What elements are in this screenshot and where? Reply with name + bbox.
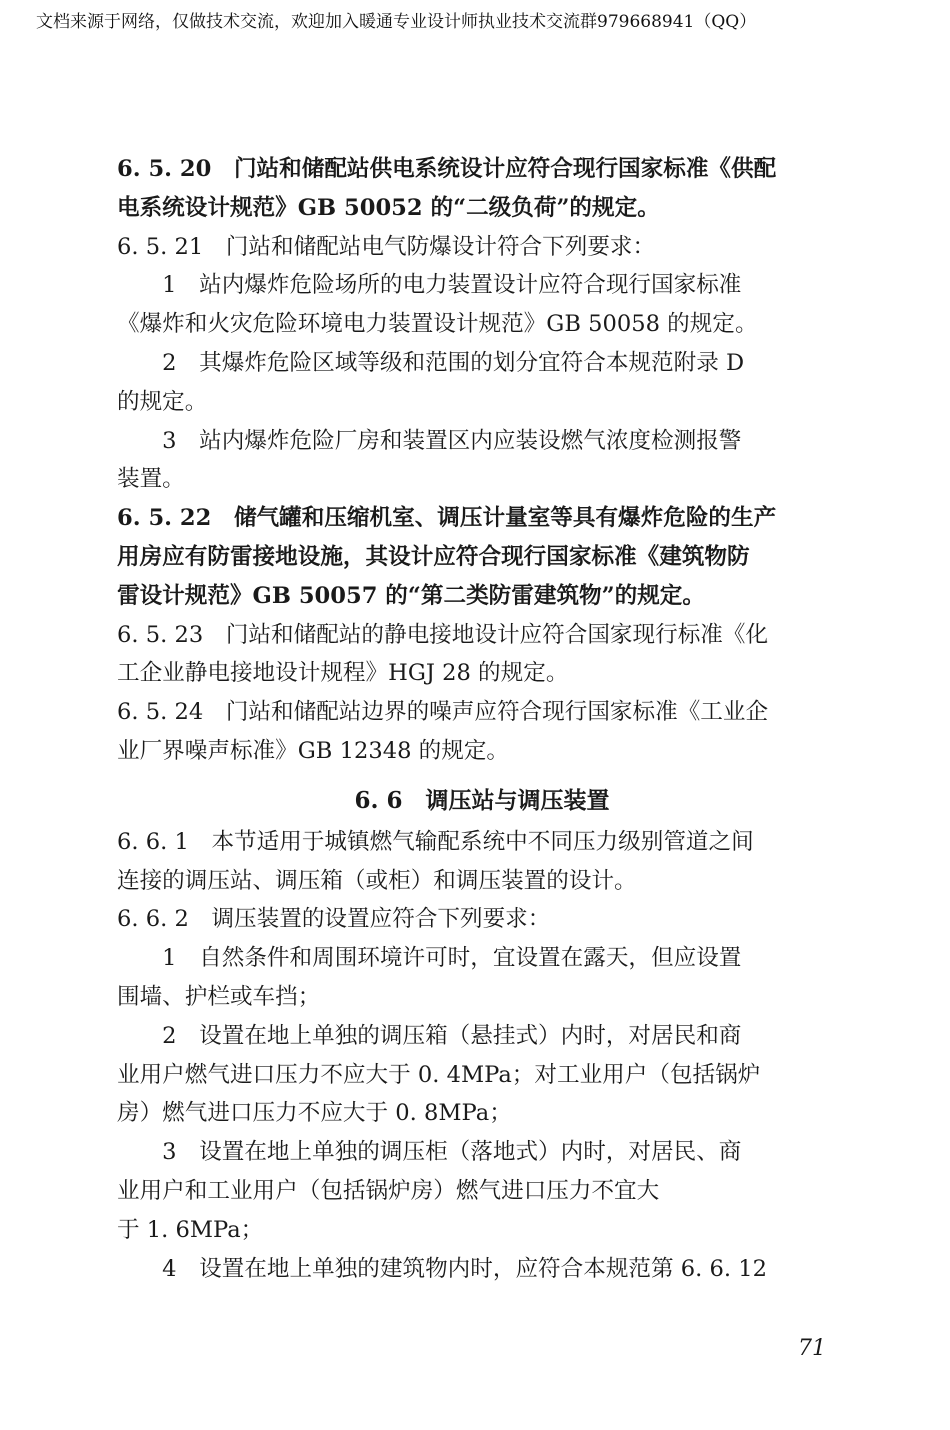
clause-6-5-23: 6. 5. 23 门站和储配站的静电接地设计应符合国家现行标准《化 工企业静电接地设计规程》HGJ 28 的规定。 — [117, 621, 769, 687]
clause-6-6-2-item-3: 3 设置在地上单独的调压柜（落地式）内时，对居民、商 业用户和工业用户（包括锅炉房）燃气进口压力不宜大 于 1. 6MPa； — [117, 1139, 742, 1243]
clause-6-5-24: 6. 5. 24 门站和储配站边界的噪声应符合现行国家标准《工业企 业厂界噪声标准》GB 12348 的规定。 — [117, 699, 769, 764]
clause-6-6-2-item-2: 2 设置在地上单独的调压箱（悬挂式）内时，对居民和商 业用户燃气进口压力不应大于 0. 4MPa；对工业用户（包括锅炉 房）燃气进口压力不应大于 0. 8MPa； — [117, 1022, 761, 1127]
clause-6-6-2-item-4: 4 设置在地上单独的建筑物内时，应符合本规范第 6. 6. 12 — [117, 1255, 768, 1282]
clause-6-5-20: 6. 5. 20 门站和储配站供电系统设计应符合现行国家标准《供配 电系统设计规范》GB 50052 的“二级负荷”的规定。 — [117, 156, 777, 221]
clause-6-5-21-item-1: 1 站内爆炸危险场所的电力装置设计应符合现行国家标准 《爆炸和火灾危险环境电力装置设计规范》GB 50058 的规定。 — [117, 272, 758, 338]
document-body — [117, 150, 847, 1288]
clause-6-5-21-item-2: 2 其爆炸危险区域等级和范围的划分宜符合本规范附录 D 的规定。 — [117, 349, 745, 415]
source-banner: 文档来源于网络，仅做技术交流，欢迎加入暖通专业设计师执业技术交流群979668941（QQ） — [36, 12, 757, 32]
page-number: 71 — [798, 1336, 826, 1361]
clause-6-5-21-item-3: 3 站内爆炸危险厂房和装置区内应装设燃气浓度检测报警 装置。 — [117, 427, 742, 493]
clause-6-6-1: 6. 6. 1 本节适用于城镇燃气输配系统中不同压力级别管道之间 连接的调压站、调压箱（或柜）和调压装置的设计。 — [117, 828, 754, 894]
clause-6-6-2: 6. 6. 2 调压装置的设置应符合下列要求： — [117, 906, 551, 933]
clause-6-5-22: 6. 5. 22 储气罐和压缩机室、调压计量室等具有爆炸危险的生产 用房应有防雷接地设施，其设计应符合现行国家标准《建筑物防 雷设计规范》GB 50057 的“第二类防雷建筑物”的规定。 — [117, 505, 777, 609]
section-heading-6-6: 6. 6 调压站与调压装置 — [354, 786, 610, 814]
clause-6-6-2-item-1: 1 自然条件和周围环境许可时，宜设置在露天，但应设置 围墙、护栏或车挡； — [117, 945, 742, 1010]
clause-6-5-21: 6. 5. 21 门站和储配站电气防爆设计符合下列要求： — [117, 233, 656, 260]
